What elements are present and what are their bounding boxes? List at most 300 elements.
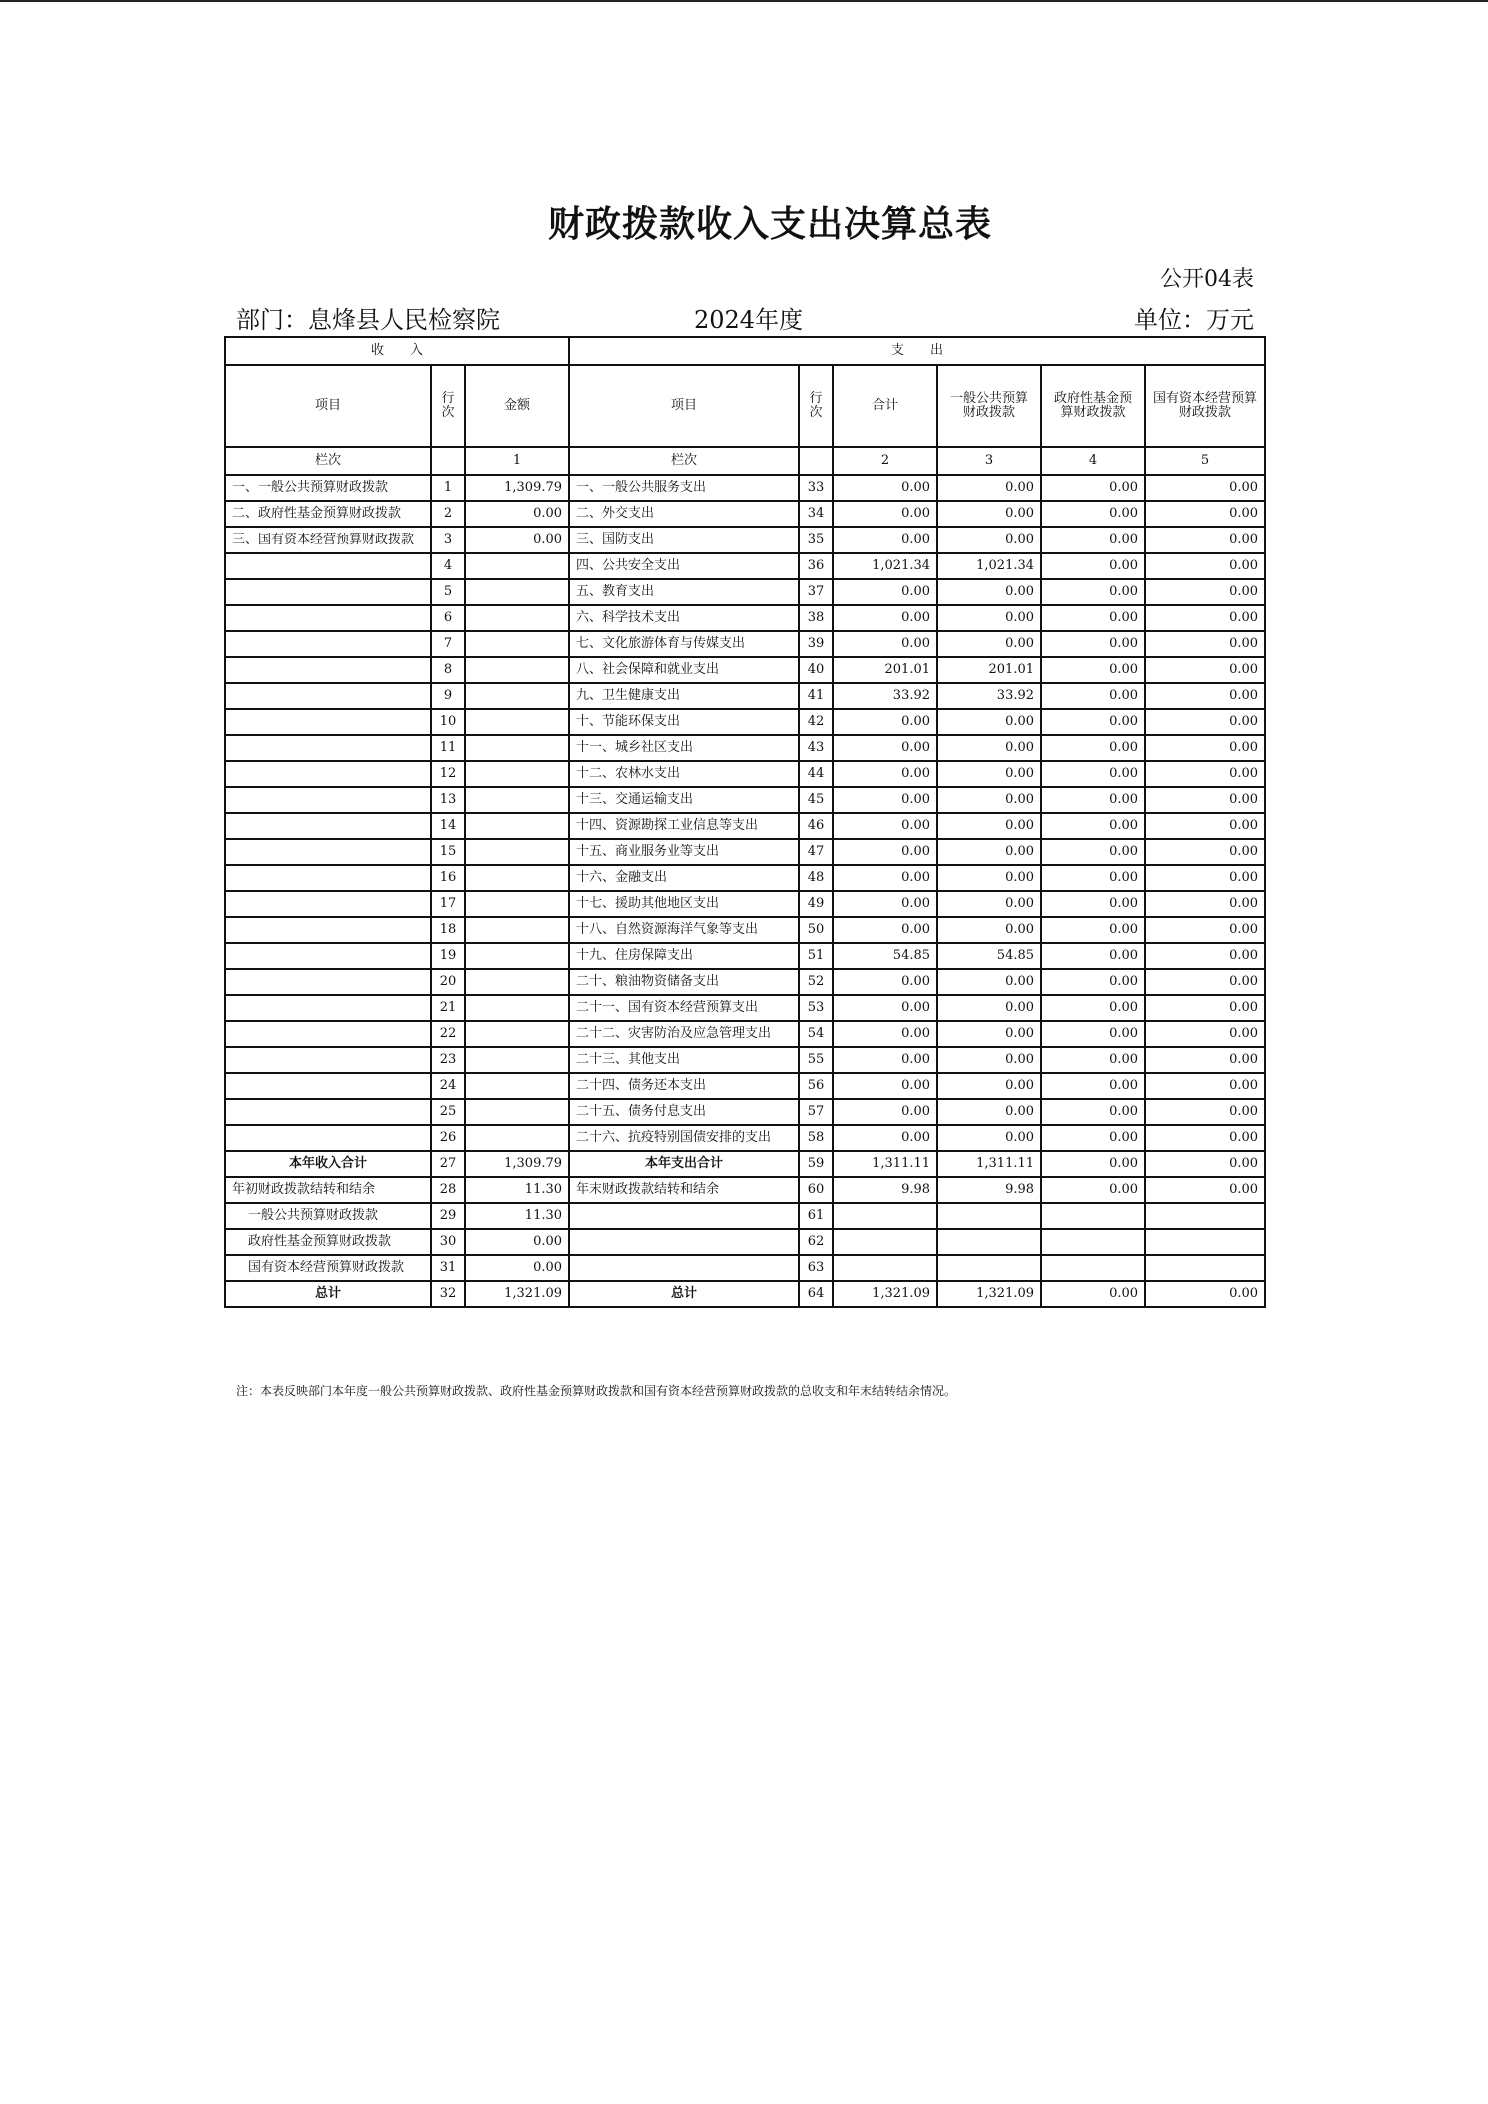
gov-fund-amount-cell: 0.00 [1041,1281,1145,1307]
income-amount-cell: 0.00 [465,1255,569,1281]
income-amount-cell [465,787,569,813]
expense-row-no-cell: 42 [799,709,833,735]
income-amount-cell: 0.00 [465,527,569,553]
income-section-header: 收 入 [225,337,569,365]
column-index-row [225,447,1265,475]
expense-item-cell: 十九、住房保障支出 [569,943,799,969]
expense-row-no-cell: 57 [799,1099,833,1125]
gov-fund-amount-cell: 0.00 [1041,683,1145,709]
gov-fund-amount-cell [1041,1203,1145,1229]
income-row-no-cell: 24 [431,1073,465,1099]
general-budget-amount-cell: 1,321.09 [937,1281,1041,1307]
expense-row-no-cell: 58 [799,1125,833,1151]
expense-total-cell: 33.92 [833,683,937,709]
table-row [225,527,1265,553]
income-row-no-cell: 22 [431,1021,465,1047]
expense-item-cell: 本年支出合计 [569,1151,799,1177]
table-row [225,839,1265,865]
gov-fund-amount-cell: 0.00 [1041,527,1145,553]
expense-total-cell: 0.00 [833,605,937,631]
expense-row-no-cell: 54 [799,1021,833,1047]
income-amount-cell [465,1021,569,1047]
state-capital-amount-cell: 0.00 [1145,1047,1265,1073]
income-item-cell [225,839,431,865]
expense-row-no-cell: 50 [799,917,833,943]
expense-item-cell: 十二、农林水支出 [569,761,799,787]
expense-total-cell: 0.00 [833,631,937,657]
income-item-cell: 年初财政拨款结转和结余 [225,1177,431,1203]
state-capital-amount-cell: 0.00 [1145,501,1265,527]
expense-total-cell: 0.00 [833,917,937,943]
state-capital-amount-cell: 0.00 [1145,553,1265,579]
income-row-no-cell: 27 [431,1151,465,1177]
income-amount-cell [465,839,569,865]
expense-item-cell: 四、公共安全支出 [569,553,799,579]
general-budget-amount-cell: 201.01 [937,657,1041,683]
general-budget-header: 一般公共预算财政拨款 [937,365,1041,447]
table-row [225,1099,1265,1125]
expense-total-cell: 0.00 [833,969,937,995]
total-header: 合计 [833,365,937,447]
expense-total-cell: 54.85 [833,943,937,969]
general-budget-amount-cell [937,1255,1041,1281]
expense-total-cell: 0.00 [833,527,937,553]
income-row-no-index [431,447,465,475]
income-row-no-cell: 30 [431,1229,465,1255]
income-amount-cell: 1,321.09 [465,1281,569,1307]
expense-item-header: 项目 [569,365,799,447]
income-row-no-cell: 28 [431,1177,465,1203]
income-amount-cell [465,657,569,683]
income-amount-cell [465,553,569,579]
expense-item-cell: 二十四、债务还本支出 [569,1073,799,1099]
form-number: 公开04表 [1160,267,1254,292]
income-row-no-cell: 31 [431,1255,465,1281]
expense-item-cell: 年末财政拨款结转和结余 [569,1177,799,1203]
state-capital-amount-cell: 0.00 [1145,943,1265,969]
income-row-no-cell: 3 [431,527,465,553]
general-budget-amount-cell: 0.00 [937,579,1041,605]
state-capital-amount-cell: 0.00 [1145,1125,1265,1151]
state-capital-amount-cell: 0.00 [1145,865,1265,891]
income-row-no-cell: 5 [431,579,465,605]
income-amount-cell [465,631,569,657]
table-row [225,553,1265,579]
expense-row-no-index [799,447,833,475]
gov-fund-amount-cell: 0.00 [1041,735,1145,761]
general-budget-amount-cell: 0.00 [937,735,1041,761]
gov-fund-amount-cell: 0.00 [1041,917,1145,943]
table-row [225,735,1265,761]
expense-item-cell: 十八、自然资源海洋气象等支出 [569,917,799,943]
expense-item-cell: 二十二、灾害防治及应急管理支出 [569,1021,799,1047]
general-budget-amount-cell: 0.00 [937,501,1041,527]
table-row [225,787,1265,813]
expense-total-cell: 0.00 [833,995,937,1021]
expense-section-header: 支 出 [569,337,1265,365]
income-amount-cell: 0.00 [465,1229,569,1255]
expense-total-cell: 0.00 [833,1047,937,1073]
gov-fund-amount-cell: 0.00 [1041,553,1145,579]
expense-row-no-cell: 33 [799,475,833,501]
table-row [225,683,1265,709]
general-budget-amount-cell: 0.00 [937,1047,1041,1073]
expense-col-label: 栏次 [569,447,799,475]
expense-item-cell: 十一、城乡社区支出 [569,735,799,761]
expense-total-cell [833,1203,937,1229]
expense-item-cell [569,1203,799,1229]
income-item-cell [225,917,431,943]
state-capital-amount-cell: 0.00 [1145,1177,1265,1203]
income-amount-cell [465,761,569,787]
gov-fund-amount-cell: 0.00 [1041,761,1145,787]
gov-fund-amount-cell: 0.00 [1041,839,1145,865]
expense-total-cell [833,1255,937,1281]
income-item-cell: 国有资本经营预算财政拨款 [225,1255,431,1281]
general-budget-amount-cell: 0.00 [937,1021,1041,1047]
gov-fund-amount-cell [1041,1229,1145,1255]
expense-item-cell: 二十一、国有资本经营预算支出 [569,995,799,1021]
state-capital-amount-cell: 0.00 [1145,839,1265,865]
income-item-cell [225,1099,431,1125]
expense-total-cell: 201.01 [833,657,937,683]
gov-fund-index: 4 [1041,447,1145,475]
general-budget-amount-cell: 9.98 [937,1177,1041,1203]
expense-total-cell: 1,311.11 [833,1151,937,1177]
income-row-no-cell: 12 [431,761,465,787]
expense-total-cell: 0.00 [833,735,937,761]
state-capital-header: 国有资本经营预算财政拨款 [1145,365,1265,447]
summary-row [225,1203,1265,1229]
expense-row-no-cell: 45 [799,787,833,813]
gov-fund-amount-cell: 0.00 [1041,1099,1145,1125]
expense-total-cell: 0.00 [833,865,937,891]
expense-item-cell: 十三、交通运输支出 [569,787,799,813]
income-row-no-cell: 8 [431,657,465,683]
section-header-row [225,337,1265,365]
income-amount-cell: 11.30 [465,1203,569,1229]
income-amount-cell [465,709,569,735]
gov-fund-amount-cell: 0.00 [1041,1151,1145,1177]
gov-fund-amount-cell: 0.00 [1041,1047,1145,1073]
table-row [225,1073,1265,1099]
table-row [225,865,1265,891]
expense-total-cell: 0.00 [833,709,937,735]
general-budget-amount-cell: 0.00 [937,891,1041,917]
state-capital-amount-cell: 0.00 [1145,527,1265,553]
income-amount-cell [465,969,569,995]
expense-row-no-cell: 55 [799,1047,833,1073]
income-row-no-cell: 14 [431,813,465,839]
expense-row-no-cell: 63 [799,1255,833,1281]
income-row-no-cell: 16 [431,865,465,891]
expense-row-no-cell: 60 [799,1177,833,1203]
income-amount-cell: 1,309.79 [465,475,569,501]
expense-row-no-cell: 41 [799,683,833,709]
table-row [225,917,1265,943]
expense-item-cell: 十七、援助其他地区支出 [569,891,799,917]
table-row [225,605,1265,631]
income-item-cell: 本年收入合计 [225,1151,431,1177]
income-amount-index: 1 [465,447,569,475]
income-row-no-cell: 2 [431,501,465,527]
general-budget-amount-cell [937,1203,1041,1229]
summary-row [225,1255,1265,1281]
gov-fund-amount-cell: 0.00 [1041,579,1145,605]
income-item-cell [225,761,431,787]
state-capital-amount-cell: 0.00 [1145,475,1265,501]
fiscal-appropriation-table [224,336,1266,1308]
state-capital-index: 5 [1145,447,1265,475]
fiscal-year-label: 2024年度 [694,306,804,334]
expense-row-no-cell: 39 [799,631,833,657]
expense-total-cell: 1,021.34 [833,553,937,579]
income-row-no-cell: 21 [431,995,465,1021]
income-row-no-cell: 10 [431,709,465,735]
income-row-no-cell: 23 [431,1047,465,1073]
income-item-cell: 一般公共预算财政拨款 [225,1203,431,1229]
expense-item-cell: 三、国防支出 [569,527,799,553]
table-row [225,579,1265,605]
table-row [225,475,1265,501]
general-budget-amount-cell: 54.85 [937,943,1041,969]
income-amount-cell: 1,309.79 [465,1151,569,1177]
income-row-no-cell: 20 [431,969,465,995]
income-item-cell [225,1047,431,1073]
income-row-no-cell: 26 [431,1125,465,1151]
table-footnote: 注：本表反映部门本年度一般公共预算财政拨款、政府性基金预算财政拨款和国有资本经营预算财政拨款的总收支和年末结转结余情况。 [236,1384,957,1398]
income-item-cell [225,683,431,709]
income-row-no-cell: 32 [431,1281,465,1307]
state-capital-amount-cell: 0.00 [1145,1099,1265,1125]
general-budget-amount-cell: 0.00 [937,1073,1041,1099]
general-budget-amount-cell: 0.00 [937,475,1041,501]
expense-item-cell: 六、科学技术支出 [569,605,799,631]
table-row [225,995,1265,1021]
income-item-cell [225,709,431,735]
general-budget-amount-cell: 0.00 [937,917,1041,943]
page-title: 财政拨款收入支出决算总表 [547,204,992,245]
expense-item-cell: 五、教育支出 [569,579,799,605]
income-item-cell [225,1073,431,1099]
expense-total-cell: 0.00 [833,1021,937,1047]
income-row-no-cell: 18 [431,917,465,943]
state-capital-amount-cell: 0.00 [1145,995,1265,1021]
gov-fund-amount-cell: 0.00 [1041,1073,1145,1099]
income-row-no-cell: 19 [431,943,465,969]
gov-fund-amount-cell: 0.00 [1041,995,1145,1021]
expense-total-cell: 0.00 [833,891,937,917]
income-row-no-cell: 7 [431,631,465,657]
expense-row-no-cell: 64 [799,1281,833,1307]
income-item-cell [225,735,431,761]
income-amount-cell [465,579,569,605]
expense-total-cell: 0.00 [833,787,937,813]
state-capital-amount-cell: 0.00 [1145,605,1265,631]
expense-row-no-cell: 46 [799,813,833,839]
table-row [225,1125,1265,1151]
gov-fund-amount-cell: 0.00 [1041,787,1145,813]
income-amount-cell [465,995,569,1021]
income-item-cell [225,995,431,1021]
expense-total-cell: 0.00 [833,501,937,527]
expense-total-cell: 0.00 [833,475,937,501]
gov-fund-amount-cell: 0.00 [1041,943,1145,969]
expense-item-cell [569,1229,799,1255]
income-amount-cell: 0.00 [465,501,569,527]
table-row [225,969,1265,995]
expense-total-cell: 0.00 [833,579,937,605]
income-row-no-cell: 17 [431,891,465,917]
gov-fund-amount-cell: 0.00 [1041,1021,1145,1047]
income-item-cell [225,969,431,995]
income-row-no-cell: 1 [431,475,465,501]
table-row [225,1047,1265,1073]
state-capital-amount-cell: 0.00 [1145,735,1265,761]
gov-fund-amount-cell: 0.00 [1041,709,1145,735]
expense-row-no-cell: 52 [799,969,833,995]
expense-item-cell: 八、社会保障和就业支出 [569,657,799,683]
expense-total-cell: 0.00 [833,839,937,865]
income-item-cell [225,1125,431,1151]
income-row-no-cell: 25 [431,1099,465,1125]
gov-fund-amount-cell: 0.00 [1041,1177,1145,1203]
general-budget-index: 3 [937,447,1041,475]
state-capital-amount-cell: 0.00 [1145,1281,1265,1307]
income-amount-cell [465,1099,569,1125]
expense-item-cell [569,1255,799,1281]
expense-item-cell: 九、卫生健康支出 [569,683,799,709]
income-item-cell: 一、一般公共预算财政拨款 [225,475,431,501]
general-budget-amount-cell: 0.00 [937,1125,1041,1151]
gov-fund-amount-cell: 0.00 [1041,865,1145,891]
general-budget-amount-cell: 0.00 [937,969,1041,995]
income-amount-header: 金额 [465,365,569,447]
gov-fund-amount-cell: 0.00 [1041,657,1145,683]
income-item-cell [225,865,431,891]
income-amount-cell [465,1073,569,1099]
income-item-cell [225,891,431,917]
income-row-no-cell: 13 [431,787,465,813]
expense-total-cell: 0.00 [833,1125,937,1151]
state-capital-amount-cell: 0.00 [1145,1151,1265,1177]
summary-row [225,1281,1265,1307]
gov-fund-amount-cell: 0.00 [1041,475,1145,501]
general-budget-amount-cell: 0.00 [937,813,1041,839]
income-amount-cell [465,891,569,917]
income-item-cell [225,813,431,839]
income-row-no-cell: 29 [431,1203,465,1229]
expense-row-no-cell: 34 [799,501,833,527]
table-row [225,891,1265,917]
expense-item-cell: 二十六、抗疫特别国债安排的支出 [569,1125,799,1151]
state-capital-amount-cell: 0.00 [1145,709,1265,735]
expense-item-cell: 七、文化旅游体育与传媒支出 [569,631,799,657]
income-item-header: 项目 [225,365,431,447]
income-item-cell [225,631,431,657]
expense-row-no-cell: 35 [799,527,833,553]
income-amount-cell [465,943,569,969]
expense-item-cell: 十四、资源勘探工业信息等支出 [569,813,799,839]
expense-row-no-cell: 59 [799,1151,833,1177]
expense-row-no-cell: 40 [799,657,833,683]
income-row-no-header: 行次 [431,365,465,447]
total-index: 2 [833,447,937,475]
general-budget-amount-cell: 0.00 [937,605,1041,631]
income-amount-cell [465,1125,569,1151]
general-budget-amount-cell: 33.92 [937,683,1041,709]
expense-row-no-cell: 43 [799,735,833,761]
expense-item-cell: 二十五、债务付息支出 [569,1099,799,1125]
general-budget-amount-cell: 1,021.34 [937,553,1041,579]
expense-row-no-cell: 61 [799,1203,833,1229]
page-top-border [0,0,1488,2]
expense-row-no-cell: 51 [799,943,833,969]
general-budget-amount-cell: 0.00 [937,839,1041,865]
expense-item-cell: 二十、粮油物资储备支出 [569,969,799,995]
gov-fund-amount-cell: 0.00 [1041,969,1145,995]
income-amount-cell [465,813,569,839]
general-budget-amount-cell: 0.00 [937,1099,1041,1125]
general-budget-amount-cell: 0.00 [937,787,1041,813]
table-row [225,631,1265,657]
income-row-no-cell: 15 [431,839,465,865]
expense-row-no-cell: 53 [799,995,833,1021]
state-capital-amount-cell: 0.00 [1145,891,1265,917]
state-capital-amount-cell: 0.00 [1145,787,1265,813]
state-capital-amount-cell [1145,1255,1265,1281]
expense-total-cell: 0.00 [833,813,937,839]
expense-row-no-cell: 62 [799,1229,833,1255]
state-capital-amount-cell: 0.00 [1145,761,1265,787]
table-row [225,709,1265,735]
expense-row-no-cell: 38 [799,605,833,631]
gov-fund-header: 政府性基金预算财政拨款 [1041,365,1145,447]
expense-total-cell: 1,321.09 [833,1281,937,1307]
state-capital-amount-cell: 0.00 [1145,683,1265,709]
state-capital-amount-cell: 0.00 [1145,813,1265,839]
income-amount-cell [465,605,569,631]
gov-fund-amount-cell: 0.00 [1041,813,1145,839]
gov-fund-amount-cell: 0.00 [1041,1125,1145,1151]
expense-item-cell: 总计 [569,1281,799,1307]
expense-row-no-cell: 37 [799,579,833,605]
income-amount-cell [465,683,569,709]
expense-row-no-cell: 48 [799,865,833,891]
income-item-cell [225,553,431,579]
income-row-no-cell: 6 [431,605,465,631]
expense-total-cell: 0.00 [833,1073,937,1099]
expense-row-no-cell: 56 [799,1073,833,1099]
state-capital-amount-cell: 0.00 [1145,631,1265,657]
general-budget-amount-cell: 0.00 [937,631,1041,657]
income-item-cell [225,943,431,969]
expense-item-cell: 二、外交支出 [569,501,799,527]
general-budget-amount-cell: 1,311.11 [937,1151,1041,1177]
table-row [225,657,1265,683]
summary-row [225,1151,1265,1177]
expense-item-cell: 十六、金融支出 [569,865,799,891]
table-row [225,501,1265,527]
general-budget-amount-cell: 0.00 [937,761,1041,787]
summary-row [225,1229,1265,1255]
state-capital-amount-cell: 0.00 [1145,579,1265,605]
expense-total-cell [833,1229,937,1255]
income-item-cell [225,579,431,605]
state-capital-amount-cell [1145,1229,1265,1255]
gov-fund-amount-cell: 0.00 [1041,631,1145,657]
state-capital-amount-cell [1145,1203,1265,1229]
